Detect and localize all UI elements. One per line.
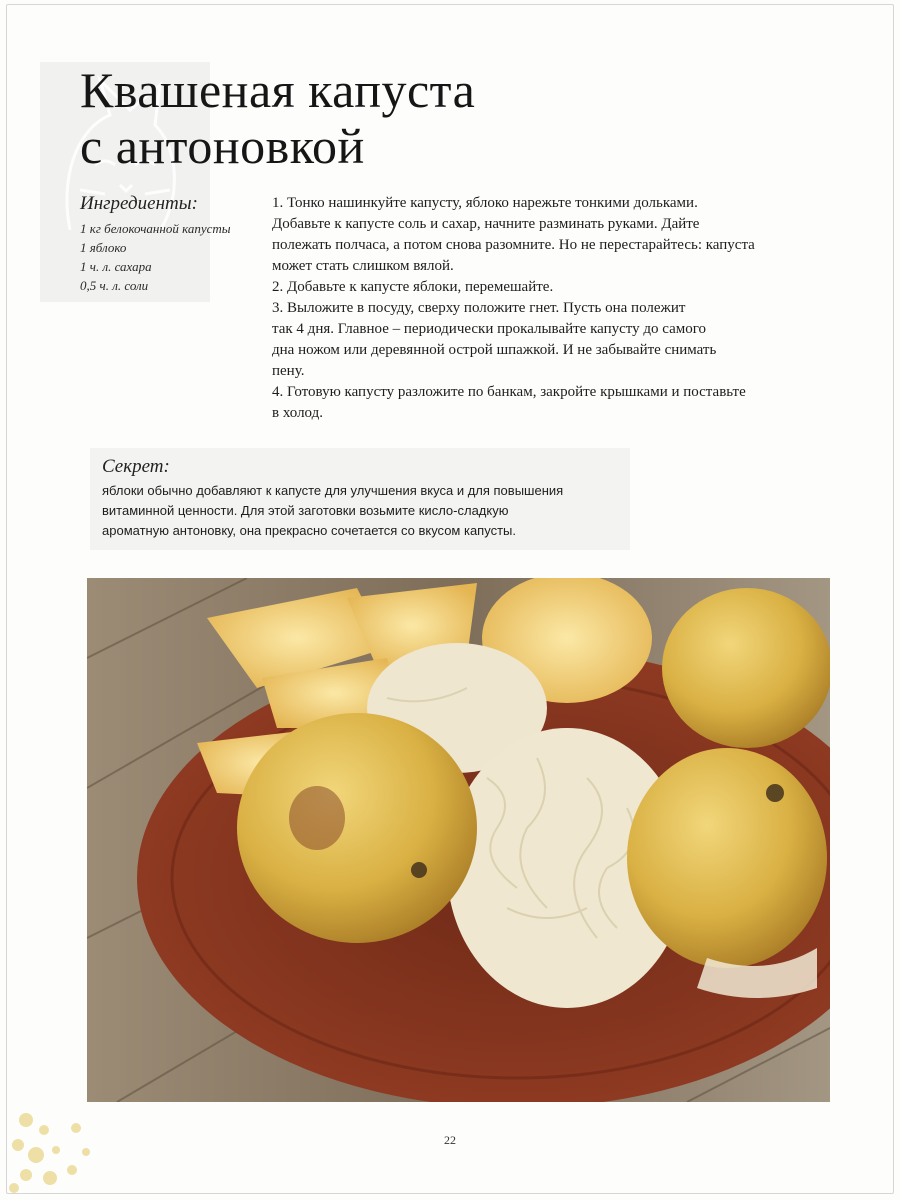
ingredient-item: 1 яблоко — [80, 240, 127, 255]
decorative-corner-dots — [6, 1100, 106, 1195]
secret-line: ароматную антоновку, она прекрасно сочетается со вкусом капусты. — [102, 523, 516, 538]
secret-line: витаминной ценности. Для этой заготовки возьмите кисло-сладкую — [102, 503, 509, 518]
instruction-line: в холод. — [272, 405, 323, 421]
instruction-line: полежать полчаса, а потом снова разомните. Но не перестарайтесь: капуста — [272, 237, 755, 253]
instruction-line: может стать слишком вялой. — [272, 258, 454, 274]
baked-apple — [627, 748, 827, 968]
instruction-line: 2. Добавьте к капусте яблоки, перемешайте. — [272, 279, 554, 295]
ingredient-item: 0,5 ч. л. соли — [80, 278, 149, 293]
instruction-line: пену. — [272, 363, 305, 379]
instructions-block — [272, 193, 832, 424]
secret-block — [102, 456, 632, 541]
dish-photo — [87, 578, 830, 1102]
ingredients-block — [80, 193, 270, 295]
instruction-line: так 4 дня. Главное – периодически прокалывайте капусту до самого — [272, 321, 707, 337]
instruction-line: дна ножом или деревянной острой шпажкой. И не забывайте снимать — [272, 342, 717, 358]
ingredients-heading: Ингредиенты: — [80, 193, 198, 214]
baked-apple — [662, 588, 830, 748]
recipe-title — [80, 62, 475, 174]
baked-apple — [237, 713, 477, 943]
dish-photo-illustration — [87, 578, 830, 1102]
ingredient-item: 1 кг белокочанной капусты — [80, 221, 231, 236]
instruction-line: 1. Тонко нашинкуйте капусту, яблоко нарежьте тонкими дольками. — [272, 195, 698, 211]
secret-heading: Секрет: — [102, 456, 170, 477]
ingredient-item: 1 ч. л. сахара — [80, 259, 152, 274]
ingredients-list — [80, 219, 270, 295]
instruction-line: 3. Выложите в посуду, сверху положите гнет. Пусть она полежит — [272, 300, 686, 316]
instruction-line: 4. Готовую капусту разложите по банкам, закройте крышками и поставьте — [272, 384, 746, 400]
page-number: 22 — [444, 1133, 456, 1147]
instruction-line: Добавьте к капусте соль и сахар, начните разминать руками. Дайте — [272, 216, 700, 232]
secret-line: яблоки обычно добавляют к капусте для улучшения вкуса и для повышения — [102, 483, 564, 498]
recipe-title-line-1: Квашеная капуста — [80, 62, 476, 118]
recipe-title-line-2: с антоновкой — [80, 118, 365, 174]
